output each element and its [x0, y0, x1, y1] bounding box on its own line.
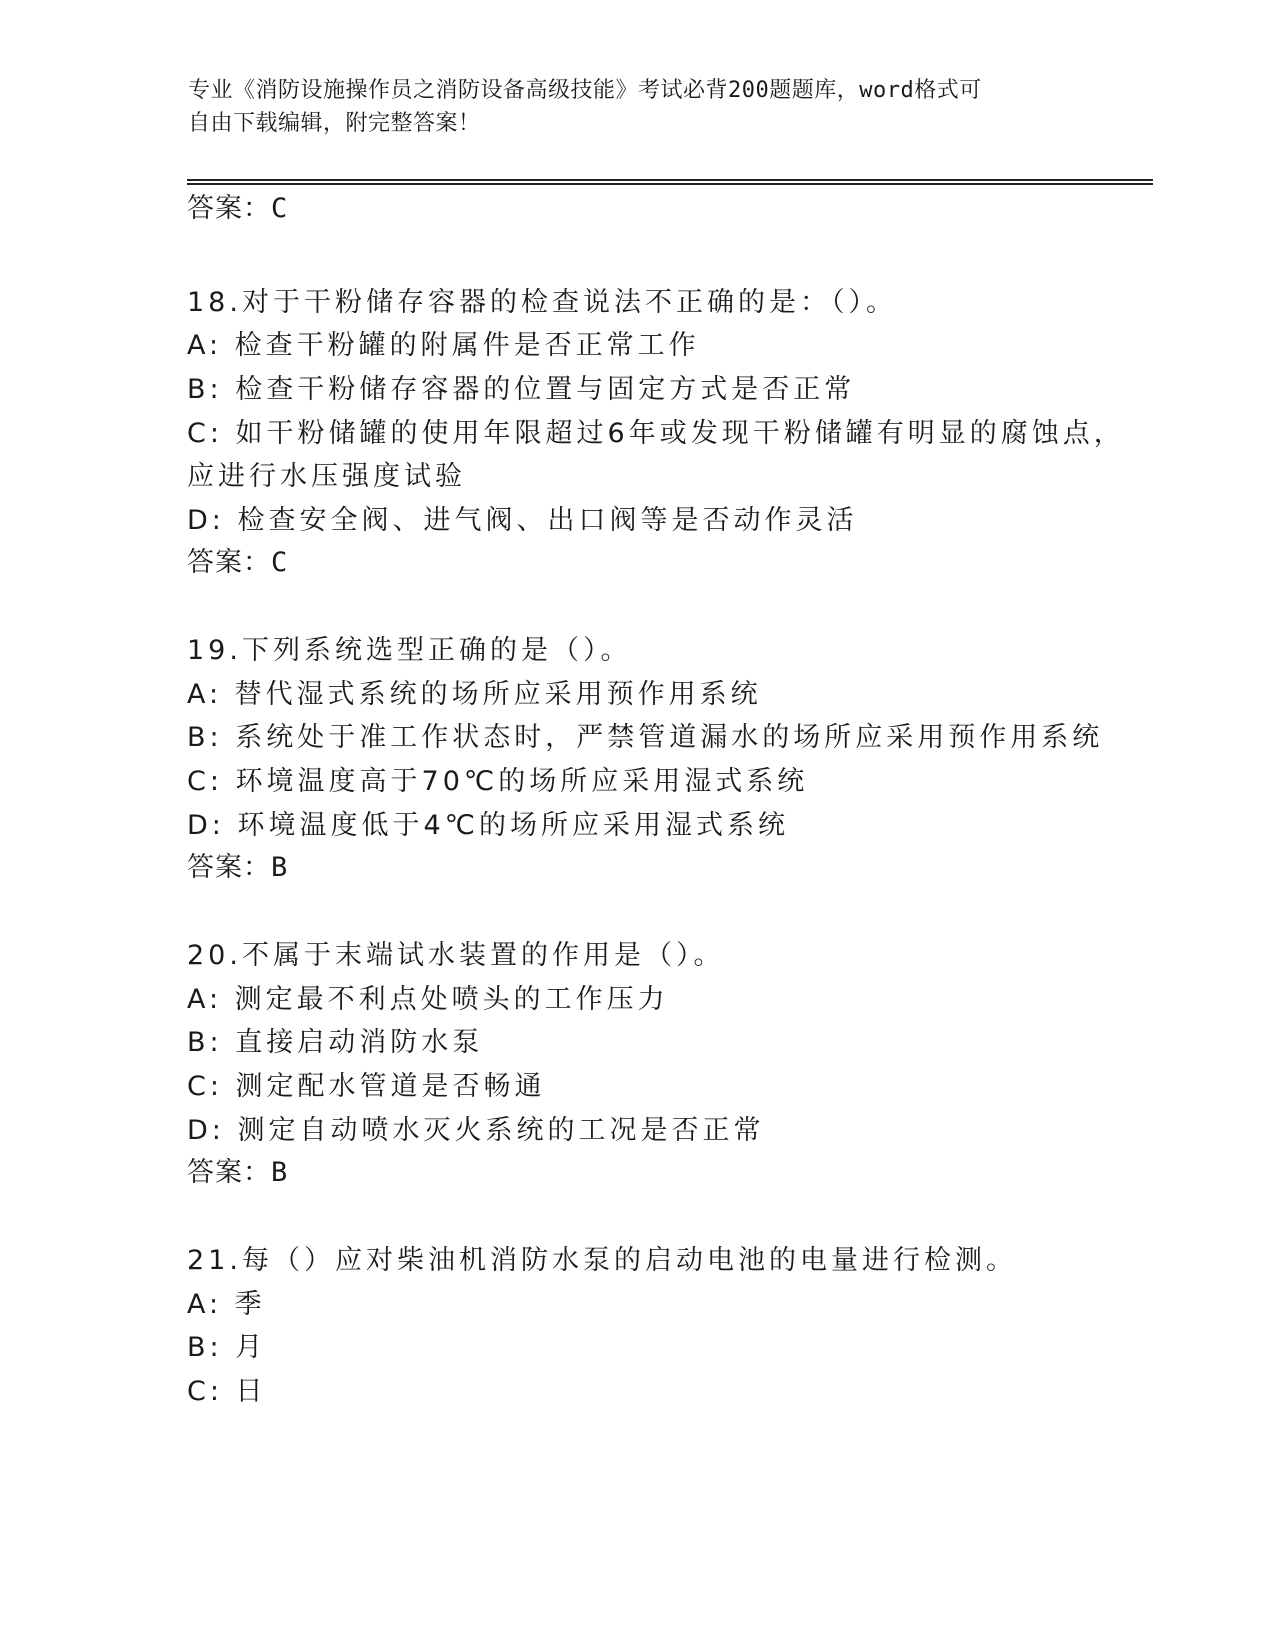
- answer-label: 答案：: [187, 193, 271, 224]
- option-d: D: 测定自动喷水灭火系统的工况是否正常: [187, 1115, 765, 1146]
- option-b: B: 月: [187, 1332, 267, 1363]
- answer-label: 答案：: [187, 1157, 271, 1188]
- answer-line: [187, 540, 288, 579]
- option-d: D: 检查安全阀、进气阀、出口阀等是否动作灵活: [187, 505, 858, 536]
- answer-line: [187, 845, 288, 884]
- option-c-continued: 应进行水压强度试验: [187, 461, 466, 492]
- answer-line: [187, 186, 288, 225]
- header-divider: [187, 179, 1153, 181]
- question-stem: 21.每（）应对柴油机消防水泵的启动电池的电量进行检测。: [187, 1245, 1017, 1276]
- answer-value: B: [271, 852, 289, 883]
- answer-value: C: [271, 547, 289, 578]
- question-stem: 20.不属于末端试水装置的作用是（）。: [187, 940, 725, 971]
- option-c: C: 测定配水管道是否畅通: [187, 1071, 546, 1102]
- header-line-2: 自由下载编辑，附完整答案！: [188, 111, 481, 136]
- option-a: A: 检查干粉罐的附属件是否正常工作: [187, 330, 700, 361]
- document-header: [188, 74, 1088, 140]
- option-d: D: 环境温度低于4℃的场所应采用湿式系统: [187, 810, 789, 841]
- header-divider: [187, 183, 1153, 185]
- answer-line: [187, 1150, 288, 1189]
- option-b: B: 直接启动消防水泵: [187, 1027, 484, 1058]
- option-b: B: 检查干粉储存容器的位置与固定方式是否正常: [187, 374, 856, 405]
- answer-label: 答案：: [187, 852, 271, 883]
- answer-value: B: [271, 1157, 289, 1188]
- option-a: A: 替代湿式系统的场所应采用预作用系统: [187, 679, 762, 710]
- option-b: B: 系统处于准工作状态时，严禁管道漏水的场所应采用预作用系统: [187, 722, 1104, 753]
- option-a: A: 季: [187, 1289, 266, 1320]
- question-stem: 18.对于干粉储存容器的检查说法不正确的是：（）。: [187, 287, 897, 318]
- option-c: C: 环境温度高于70℃的场所应采用湿式系统: [187, 766, 809, 797]
- option-c: C: 日: [187, 1376, 267, 1407]
- answer-value: C: [271, 193, 289, 224]
- answer-label: 答案：: [187, 547, 271, 578]
- question-stem: 19.下列系统选型正确的是（）。: [187, 635, 632, 666]
- option-a: A: 测定最不利点处喷头的工作压力: [187, 984, 669, 1015]
- option-c: C: 如干粉储罐的使用年限超过6年或发现干粉储罐有明显的腐蚀点，: [187, 418, 1125, 449]
- header-line-1: 专业《消防设施操作员之消防设备高级技能》考试必背200题题库，word格式可: [188, 78, 982, 103]
